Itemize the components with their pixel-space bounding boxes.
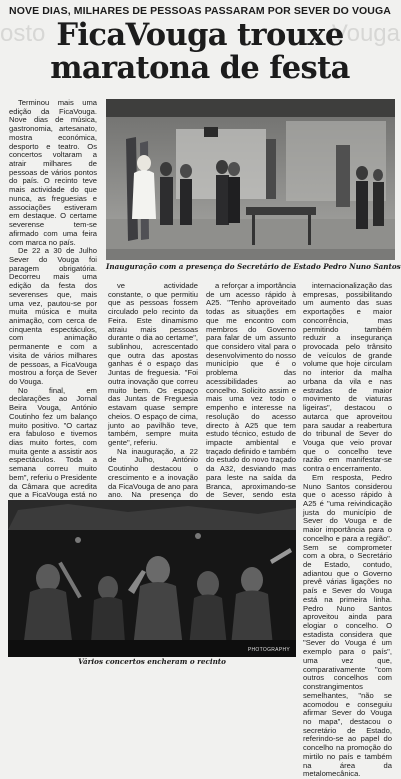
kicker: NOVE DIAS, MILHARES DE PESSOAS PASSARAM POR SEVER DO VOUGA (9, 5, 391, 17)
headline: FicaVouga trouxe maratona de festa (50, 17, 350, 86)
article-paragraph: ve actividade constante, o que permitiu que as pessoas fossem circulado pelo recinto da Feira. Este dinamismo atraiu mais pessoas durante o dia ao certame", sublinhou, acrescentado que outra das apostas ganhas é o espaço das Juntas de freguesia. "Foi outra inovação que correu muito bem. Os espaço das Juntas de Freguesia estavam quase sempre cheios. O espaço de cima, junto ao pavilhão teve, também, sempre muita gente", referiu. (108, 281, 198, 447)
article-paragraph: Em resposta, Pedro Nuno Santos considerou que o acesso rápido à A25 é "uma reivindicação justa do município de Sever do Vouga e de maior importância para o concelho e para a região". Sem se comprometer com a obra, o Secretário de Estado, contudo, adiantou que o Governo prevê várias ligações no país e Sever do Vouga está na primeira linha. Pedro Nuno Santos aproveitou ainda para elogiar o concelho. O estadista considera que "Sever do Vouga é um exemplo para o país", uma vez que, comparativamente "com outros concelhos com constrangimentos semelhantes, "não se acomodou e conseguiu afirmar Sever do Vouga no mapa", destacou o secretário de Estado, referindo-se ao papel do concelho na promoção do mirtilo no país e também na área da metalomecânica. (303, 472, 392, 779)
photo-caption-inauguration: Inauguração com a presença do Secretário de Estado Pedro Nuno Santos (106, 262, 401, 271)
background-watermark-left: osto (0, 20, 46, 47)
article-paragraph: Na inauguração, a 22 de Julho, António Coutinho destacou o crescimento e a inovação da FicaVouga de ano para ano. Na presença do (108, 446, 198, 500)
article-paragraph: a reforçar a importância de um acesso rápido à A25. "Tenho aproveitado todas as situações em que me encontro com membros do Governo para falar de um assunto que considero vital para o desenvolvimento do nosso município que é o problema das acessibilidades ao concelho. Solicito assim e mais uma vez todo o empenho e interesse na resolução do acesso directo à A25 que tem estudo técnico, estudo de impacte ambiental e traçado definido e também do estudo do novo traçado da A32, desviando mas para leste na saída da Branca, aproximando-se de Sever, sendo esta (206, 281, 296, 500)
article-paragraph: De 22 a 30 de Julho Sever do Vouga foi paragem obrigatória. Decorreu mais uma edição da festa dos severenses que, mais uma vez, pautou-se por muita música e muita animação, com cerca de cinquenta espectáculos, com animação permanente e com a visita de vários milhares de pessoas, a FicaVouga mostrou a força de Sever do Vouga. (9, 246, 97, 386)
photo-credit: PHOTOGRAPHY (247, 647, 290, 653)
concert-photo-drawing (8, 500, 296, 657)
article-column-2 (108, 281, 198, 500)
article-paragraph: No final, em declarações ao Jornal Beira Vouga, António Coutinho fez um balanço muito positivo. "O cartaz era fabuloso e tivemos dias muito fortes, com muita gente a assistir aos espectáculos. Toda a semana correu muito bem", referiu o Presidente da Câmara que acredita que a FicaVouga está no (9, 385, 97, 500)
concert-photo (8, 500, 296, 657)
article-paragraph: internacionalização das empresas, possibilitando um aumento das suas exportações e maior concorrência, mas permitindo também reduzir a insegurança provocada pelo trânsito de veículos de grande volume que hoje circulam no interior da malha urbana da vila e nas estradas de maior movimento de viaturas ligeiras", destacou o autarca que aproveitou para saudar a reabertura do tribunal de Sever do Vouga que veio provar que o concelho teve razão em manifestar-se contra o encerramento. (303, 281, 392, 474)
background-watermark-right: Vouga (331, 20, 400, 47)
article-column-4 (303, 281, 392, 779)
article-column-3 (206, 281, 296, 500)
photo-caption-concerts: Vários concertos encheram o recinto (78, 657, 226, 666)
inauguration-photo (106, 99, 395, 260)
article-column-1 (9, 99, 97, 501)
article-paragraph: Terminou mais uma edição da FicaVouga. Nove dias de música, gastronomia, artesanato, mostra económica, desporto e teatro. Os concertos voltaram a atrair milhares de pessoas de vários pontos do país. O recinto teve mais actividade do que nunca, as freguesias e associações estiveram em destaque. O certame severense tem-se afirmado com uma feira com marca no país. (9, 98, 97, 247)
inauguration-photo-drawing (106, 99, 395, 260)
